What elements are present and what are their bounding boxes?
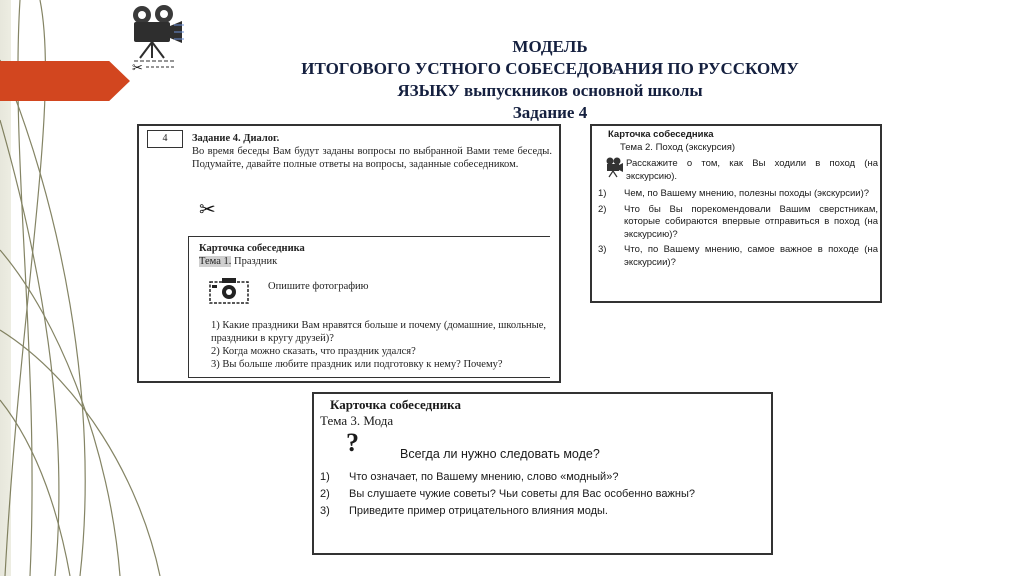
list-item bbox=[598, 204, 878, 242]
inner-card-title: Карточка собеседника bbox=[199, 243, 305, 254]
list-item bbox=[598, 188, 878, 201]
inner-interviewer-card bbox=[188, 236, 550, 378]
item-text: Вы слушаете чужие советы? Чьи советы для Вас особенно важны? bbox=[349, 488, 695, 500]
item-text: Что, по Вашему мнению, самое важное в походе (на экскурсии)? bbox=[624, 244, 878, 268]
item-text: Что означает, по Вашему мнению, слово «модный»? bbox=[349, 471, 619, 483]
list-item: 2) Когда можно сказать, что праздник удался? bbox=[211, 346, 416, 357]
card-prompt: Расскажите о том, как Вы ходили в поход (на экскурсию). bbox=[626, 158, 878, 182]
item-text: Что бы Вы порекомендовали Вашим сверстникам, которые собираются впервые отправиться в поход (на экскурсию)? bbox=[624, 203, 878, 240]
photo-prompt: Опишите фотографию bbox=[268, 281, 369, 292]
interviewer-card-theme-3 bbox=[312, 392, 773, 555]
card-title: Карточка собеседника bbox=[330, 397, 461, 412]
theme-name: Праздник bbox=[231, 256, 278, 267]
card-title: Карточка собеседника bbox=[608, 129, 714, 140]
list-item bbox=[320, 504, 760, 518]
scissors-icon: ✂ bbox=[199, 199, 216, 221]
task-instructions: Во время беседы Вам будут заданы вопросы по выбранной Вами теме беседы. Подумайте, давайте полные ответы на вопросы, заданные собеседником. bbox=[192, 146, 552, 170]
question-mark-icon: ? bbox=[346, 428, 359, 457]
task-card-scan bbox=[137, 124, 561, 383]
title-line-2: ИТОГОВОГО УСТНОГО СОБЕСЕДОВАНИЯ ПО РУССКОМУ bbox=[301, 59, 799, 78]
card-questions bbox=[598, 188, 878, 272]
list-item: 1) Какие праздники Вам нравятся больше и почему (домашние, школьные, праздники в кругу друзей)? bbox=[211, 320, 546, 344]
interviewer-card-theme-2 bbox=[590, 124, 882, 303]
title-line-4: Задание 4 bbox=[512, 103, 588, 122]
film-camera-icon bbox=[604, 156, 624, 178]
svg-text:✂: ✂ bbox=[132, 61, 143, 72]
title-line-1: МОДЕЛЬ bbox=[512, 37, 588, 56]
list-item bbox=[320, 487, 760, 501]
film-camera-icon bbox=[124, 2, 186, 72]
card-questions bbox=[320, 470, 760, 521]
inner-card-theme bbox=[199, 255, 277, 268]
slide-title bbox=[230, 36, 870, 124]
title-line-3: ЯЗЫКУ выпускников основной школы bbox=[397, 81, 703, 100]
item-number: 3) bbox=[320, 505, 330, 517]
camera-icon bbox=[207, 275, 251, 305]
task-number: 4 bbox=[147, 130, 183, 148]
theme-label: Тема 1. bbox=[199, 256, 232, 267]
list-item bbox=[320, 470, 760, 484]
item-text: Приведите пример отрицательного влияния моды. bbox=[349, 505, 608, 517]
list-item bbox=[598, 244, 878, 269]
item-number: 3) bbox=[598, 244, 607, 255]
item-number: 1) bbox=[320, 471, 330, 483]
card-prompt: Всегда ли нужно следовать моде? bbox=[400, 447, 600, 461]
task-heading: Задание 4. Диалог. bbox=[192, 133, 280, 144]
item-number: 2) bbox=[598, 203, 607, 215]
card-theme: Тема 3. Мода bbox=[320, 413, 394, 428]
red-arrow-decoration bbox=[0, 61, 130, 101]
inner-questions bbox=[211, 319, 546, 371]
card-theme: Тема 2. Поход (экскурсия) bbox=[620, 142, 736, 153]
item-number: 1) bbox=[598, 188, 607, 199]
item-number: 2) bbox=[320, 488, 330, 500]
item-text: Чем, по Вашему мнению, полезны походы (экскурсии)? bbox=[624, 188, 870, 199]
list-item: 3) Вы больше любите праздник или подготовку к нему? Почему? bbox=[211, 359, 503, 370]
